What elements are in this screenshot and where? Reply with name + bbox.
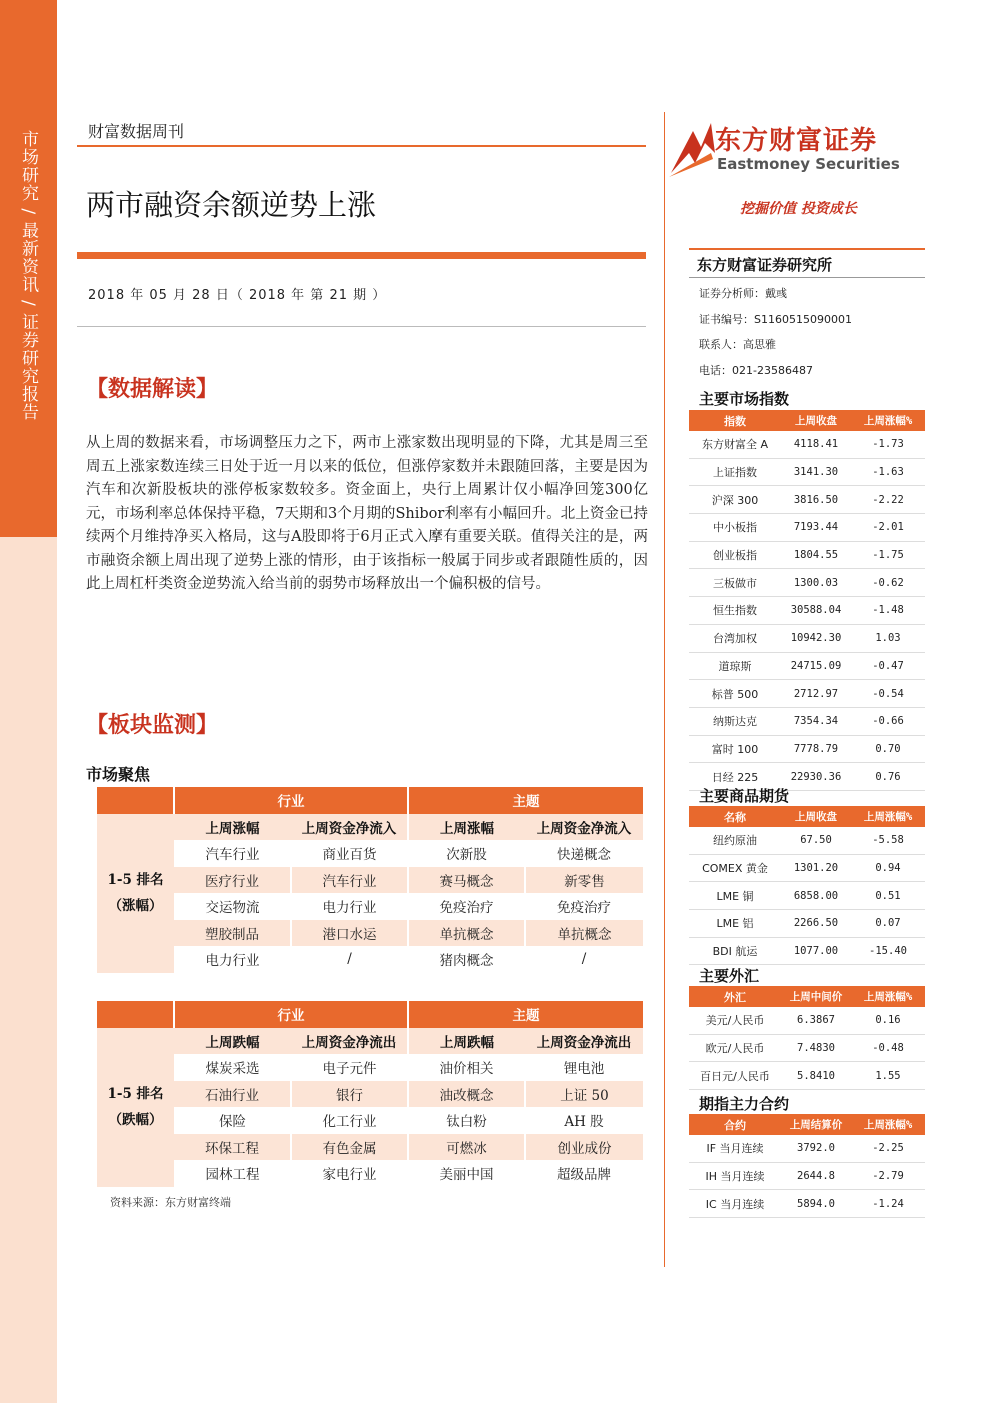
instrument-name: BDI 航运 <box>689 937 781 965</box>
change-percent: -1.75 <box>851 541 925 569</box>
column-header: 上周资金净流入 <box>525 814 643 841</box>
market-table-row <box>689 1135 925 1162</box>
table-cell: 快递概念 <box>557 847 611 864</box>
instrument-name: IC 当月连续 <box>689 1190 781 1218</box>
issue-date: 2018 年 05 月 28 日（ 2018 年 第 21 期 ） <box>88 288 387 303</box>
column-header: 指数 <box>689 410 781 431</box>
brand-name-en: Eastmoney Securities <box>717 155 900 173</box>
column-header: 上周资金净流出 <box>525 1028 643 1055</box>
table-corner <box>97 1001 174 1028</box>
change-percent: -2.79 <box>851 1162 925 1190</box>
close-value: 4118.41 <box>781 431 851 458</box>
table-cell: 油改概念 <box>408 1081 525 1108</box>
table-cell: 超级品牌 <box>557 1167 611 1184</box>
market-table-row <box>689 1162 925 1190</box>
column-header: 上周涨幅% <box>851 410 925 431</box>
group-header-theme: 主题 <box>408 787 643 814</box>
table-cell: 港口水运 <box>291 920 408 947</box>
section-heading-data-interpretation: 【数据解读】 <box>86 376 219 402</box>
instrument-name: 台湾加权 <box>689 624 781 652</box>
table-cell: 化工行业 <box>322 1114 377 1131</box>
column-divider <box>664 112 665 1267</box>
table-cell: 单抗概念 <box>408 920 525 947</box>
change-percent: 0.16 <box>851 1007 925 1034</box>
column-header: 上周跌幅 <box>174 1028 291 1055</box>
table-cell: / <box>581 951 587 968</box>
sector-rise-table <box>97 787 643 973</box>
instrument-name: 百日元/人民币 <box>689 1062 781 1090</box>
column-header: 上周收盘 <box>781 410 851 431</box>
change-percent: -1.24 <box>851 1190 925 1218</box>
table-cell: 上证 50 <box>525 1081 643 1108</box>
instrument-name: 日经 225 <box>689 763 781 791</box>
column-header: 上周资金净流入 <box>291 814 408 841</box>
column-header: 外汇 <box>689 986 781 1007</box>
change-percent: -1.63 <box>851 458 925 486</box>
table-cell: 次新股 <box>446 847 487 864</box>
analysis-paragraph: 从上周的数据来看，市场调整压力之下，两市上涨家数出现明显的下降，尤其是周三至周五上涨家数连续三日处于近一月以来的低位，但涨停家数并未跟随回落，主要是因为汽车和次新股板块的涨停板家数较多。资金面上，央行上周累计仅小幅净回笼300亿元，市场利率总体保持平稳，7天期和3个月期的Shibor利率有小幅回升。北上资金已持续两个月维持净买入格局，这与A股即将于6月正式入摩有重要关联。值得关注的是，两市融资余额上周出现了逆势上涨的情形，由于该指标一般属于同步或者跟随性质的，因此上周杠杆类资金逆势流入给当前的弱势市场释放出一个偏积极的信号。 <box>86 435 648 592</box>
market-table-row <box>689 910 925 938</box>
instrument-name: 创业板指 <box>689 541 781 569</box>
section-heading-sector-monitor: 【板块监测】 <box>86 712 219 738</box>
table-cell: 免疫治疗 <box>439 900 494 917</box>
rank-label <box>97 814 174 973</box>
close-value: 67.50 <box>781 827 851 854</box>
table-cell: 环保工程 <box>174 1134 291 1161</box>
table-cell: / <box>347 951 352 968</box>
close-value: 3141.30 <box>781 458 851 486</box>
close-value: 2644.8 <box>781 1162 851 1190</box>
close-value: 6858.00 <box>781 882 851 910</box>
change-percent: 0.70 <box>851 735 925 763</box>
fx-heading: 主要外汇 <box>699 967 760 985</box>
fx-tbody <box>689 986 925 1090</box>
change-percent: -2.22 <box>851 486 925 514</box>
market-table-row <box>689 514 925 542</box>
change-percent: -0.48 <box>851 1034 925 1062</box>
table-cell: 保险 <box>219 1114 246 1131</box>
sidebar <box>0 0 57 1403</box>
sector-fall-table <box>97 1001 643 1187</box>
column-header: 上周收盘 <box>781 806 851 827</box>
rank-label-line1: 1-5 排名 <box>107 872 164 888</box>
close-value: 3792.0 <box>781 1135 851 1162</box>
table-cell: 钛白粉 <box>446 1114 487 1131</box>
table-cell: 电力行业 <box>205 953 260 970</box>
close-value: 10942.30 <box>781 624 851 652</box>
column-header: 上周涨幅 <box>408 814 525 841</box>
table-cell: 油价相关 <box>439 1061 494 1078</box>
contact-person: 联系人：高思雅 <box>699 338 776 351</box>
instrument-name: COMEX 黄金 <box>689 854 781 882</box>
instrument-name: IF 当月连续 <box>689 1135 781 1162</box>
change-percent: -2.25 <box>851 1135 925 1162</box>
column-header: 上周涨幅% <box>851 806 925 827</box>
commodities-tbody <box>689 806 925 965</box>
instrument-name: 上证指数 <box>689 458 781 486</box>
close-value: 2712.97 <box>781 680 851 708</box>
table-cell: 赛马概念 <box>408 867 525 894</box>
market-table-header-row <box>689 410 925 431</box>
brand-name: 东方财富证券 <box>715 126 878 156</box>
indices-heading: 主要市场指数 <box>699 390 790 408</box>
table-cell: 交运物流 <box>205 900 260 917</box>
commodities-table <box>689 806 925 965</box>
divider <box>689 277 925 278</box>
instrument-name: LME 铜 <box>689 882 781 910</box>
market-table-row <box>689 1062 925 1090</box>
market-table-header-row <box>689 806 925 827</box>
close-value: 5894.0 <box>781 1190 851 1218</box>
table-cell: 美丽中国 <box>439 1167 494 1184</box>
table-cell: 有色金属 <box>291 1134 408 1161</box>
fx-table <box>689 986 925 1090</box>
change-percent: -5.58 <box>851 827 925 854</box>
close-value: 7354.34 <box>781 707 851 735</box>
column-header: 名称 <box>689 806 781 827</box>
table-row <box>97 920 643 947</box>
change-percent: -2.01 <box>851 514 925 542</box>
change-percent: 1.03 <box>851 624 925 652</box>
commodities-heading: 主要商品期货 <box>699 787 790 805</box>
table-cell: 电力行业 <box>322 900 377 917</box>
report-series: 财富数据周刊 <box>88 122 185 141</box>
sidebar-category-text: 市场研究 / 最新资讯 / 证券研究报告 <box>18 130 38 422</box>
page-title: 两市融资余额逆势上涨 <box>86 188 377 222</box>
market-table-row <box>689 937 925 965</box>
rank-label-line1: 1-5 排名 <box>107 1086 164 1102</box>
market-table-header-row <box>689 986 925 1007</box>
table-cell: 汽车行业 <box>205 847 260 864</box>
instrument-name: 道琼斯 <box>689 652 781 680</box>
change-percent: -1.73 <box>851 431 925 458</box>
brand-slogan: 挖掘价值 投资成长 <box>740 201 857 217</box>
close-value: 6.3867 <box>781 1007 851 1034</box>
instrument-name: 纽约原油 <box>689 827 781 854</box>
close-value: 7778.79 <box>781 735 851 763</box>
instrument-name: LME 铝 <box>689 910 781 938</box>
column-header: 上周涨幅% <box>851 1114 925 1135</box>
change-percent: -0.66 <box>851 707 925 735</box>
table-row <box>97 840 643 867</box>
instrument-name: 恒生指数 <box>689 597 781 625</box>
instrument-name: 标普 500 <box>689 680 781 708</box>
table-cell: 商业百货 <box>322 847 377 864</box>
column-header: 合约 <box>689 1114 781 1135</box>
close-value: 1301.20 <box>781 854 851 882</box>
table-cell: 汽车行业 <box>291 867 408 894</box>
table-cell: 煤炭采选 <box>205 1061 260 1078</box>
column-header: 上周涨幅 <box>174 814 291 841</box>
table-row <box>97 867 643 894</box>
table-group-header-row <box>97 1001 643 1028</box>
table-group-header-row <box>97 787 643 814</box>
subheading-market-focus: 市场聚焦 <box>86 765 151 784</box>
market-table-row <box>689 1034 925 1062</box>
close-value: 22930.36 <box>781 763 851 791</box>
change-percent: -0.62 <box>851 569 925 597</box>
close-value: 7.4830 <box>781 1034 851 1062</box>
cert-number: 证书编号：S1160515090001 <box>699 313 852 326</box>
instrument-name: 欧元/人民币 <box>689 1034 781 1062</box>
table-cell: 新零售 <box>525 867 643 894</box>
change-percent: 0.94 <box>851 854 925 882</box>
close-value: 3816.50 <box>781 486 851 514</box>
close-value: 1300.03 <box>781 569 851 597</box>
change-percent: -0.54 <box>851 680 925 708</box>
market-table-row <box>689 735 925 763</box>
divider <box>77 326 646 327</box>
group-header-theme: 主题 <box>408 1001 643 1028</box>
column-header: 上周中间价 <box>781 986 851 1007</box>
market-table-row <box>689 854 925 882</box>
table-column-header-row <box>97 1028 643 1055</box>
table-cell: 家电行业 <box>322 1167 377 1184</box>
change-percent: 0.76 <box>851 763 925 791</box>
change-percent: 1.55 <box>851 1062 925 1090</box>
table-cell: 锂电池 <box>563 1061 605 1078</box>
contact-phone: 电话：021-23586487 <box>699 364 813 377</box>
market-table-row <box>689 541 925 569</box>
analyst-name: 证券分析师：戴彧 <box>699 287 787 300</box>
column-header: 上周涨幅% <box>851 986 925 1007</box>
data-source-note: 资料来源：东方财富终端 <box>110 1196 231 1209</box>
instrument-name: IH 当月连续 <box>689 1162 781 1190</box>
table-cell: 石油行业 <box>174 1081 291 1108</box>
close-value: 1077.00 <box>781 937 851 965</box>
instrument-name: 沪深 300 <box>689 486 781 514</box>
rank-label <box>97 1028 174 1187</box>
table-cell: 可燃冰 <box>408 1134 525 1161</box>
table-column-header-row <box>97 814 643 841</box>
table-cell: 猪肉概念 <box>439 953 494 970</box>
close-value: 2266.50 <box>781 910 851 938</box>
close-value: 30588.04 <box>781 597 851 625</box>
market-table-row <box>689 1190 925 1218</box>
rank-label-line2: （涨幅） <box>108 898 163 914</box>
market-table-row <box>689 1007 925 1034</box>
table-cell: 园林工程 <box>205 1167 260 1184</box>
market-table-row <box>689 569 925 597</box>
futures-heading: 期指主力合约 <box>699 1095 790 1113</box>
table-cell: 电子元件 <box>322 1061 377 1078</box>
divider <box>77 145 646 147</box>
futures-table <box>689 1114 925 1218</box>
column-header: 上周跌幅 <box>408 1028 525 1055</box>
instrument-name: 富时 100 <box>689 735 781 763</box>
change-percent: -1.48 <box>851 597 925 625</box>
instrument-name: 三板做市 <box>689 569 781 597</box>
table-row <box>97 1081 643 1108</box>
market-table-row <box>689 882 925 910</box>
column-header: 上周资金净流出 <box>291 1028 408 1055</box>
market-table-row <box>689 707 925 735</box>
table-cell: AH 股 <box>564 1114 604 1131</box>
table-cell: 创业成份 <box>525 1134 643 1161</box>
instrument-name: 东方财富全 A <box>689 431 781 458</box>
market-table-row <box>689 431 925 458</box>
rank-label-line2: （跌幅） <box>108 1112 163 1128</box>
indices-table <box>689 410 925 791</box>
close-value: 24715.09 <box>781 652 851 680</box>
table-cell: 塑胶制品 <box>174 920 291 947</box>
table-row <box>97 1134 643 1161</box>
market-table-row <box>689 652 925 680</box>
market-table-row <box>689 827 925 854</box>
table-row <box>97 1160 643 1187</box>
close-value: 7193.44 <box>781 514 851 542</box>
group-header-industry: 行业 <box>174 787 408 814</box>
market-table-header-row <box>689 1114 925 1135</box>
table-row <box>97 1107 643 1134</box>
change-percent: -0.47 <box>851 652 925 680</box>
futures-tbody <box>689 1114 925 1218</box>
change-percent: -15.40 <box>851 937 925 965</box>
table-cell: 医疗行业 <box>174 867 291 894</box>
market-table-row <box>689 486 925 514</box>
table-corner <box>97 787 174 814</box>
instrument-name: 美元/人民币 <box>689 1007 781 1034</box>
table-row <box>97 893 643 920</box>
table-row <box>97 1054 643 1081</box>
market-table-row <box>689 458 925 486</box>
market-table-row <box>689 680 925 708</box>
title-bar <box>77 252 646 259</box>
table-cell: 银行 <box>291 1081 408 1108</box>
table-row <box>97 946 643 973</box>
change-percent: 0.07 <box>851 910 925 938</box>
market-table-row <box>689 597 925 625</box>
institute-name: 东方财富证券研究所 <box>697 256 833 274</box>
table-cell: 免疫治疗 <box>557 900 611 917</box>
group-header-industry: 行业 <box>174 1001 408 1028</box>
instrument-name: 纳斯达克 <box>689 707 781 735</box>
divider <box>689 248 925 250</box>
close-value: 5.8410 <box>781 1062 851 1090</box>
column-header: 上周结算价 <box>781 1114 851 1135</box>
table-cell: 单抗概念 <box>525 920 643 947</box>
market-table-row <box>689 624 925 652</box>
indices-tbody <box>689 410 925 790</box>
change-percent: 0.51 <box>851 882 925 910</box>
instrument-name: 中小板指 <box>689 514 781 542</box>
close-value: 1804.55 <box>781 541 851 569</box>
